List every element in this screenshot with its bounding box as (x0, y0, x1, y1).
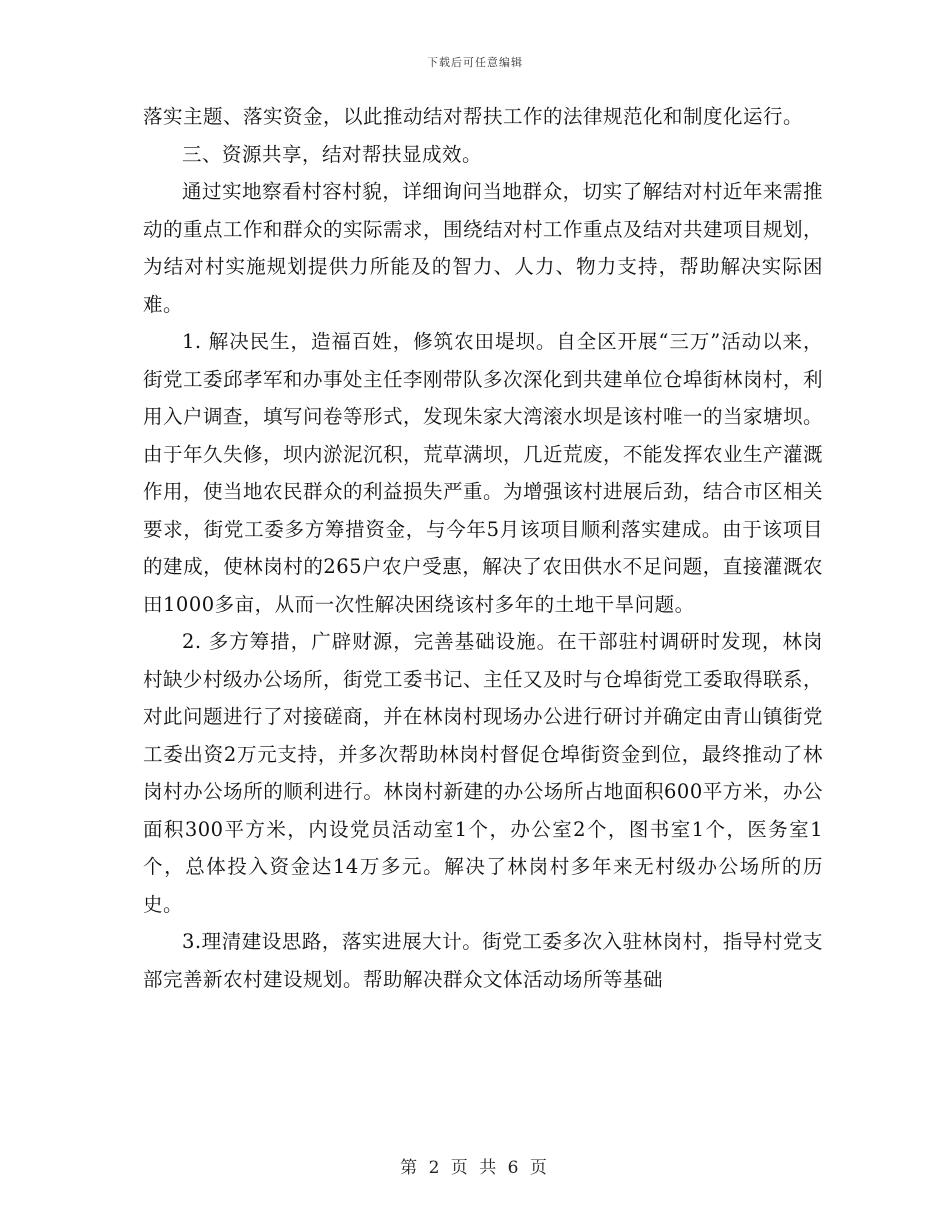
paragraph-intro: 通过实地察看村容村貌，详细询问当地群众，切实了解结对村近年来需推动的重点工作和群众的实际需求，围绕结对村工作重点及结对共建项目规划，为结对村实施规划提供力所能及的智力、人力、物力支持，帮助解决实际困难。 (143, 180, 824, 316)
page-number-footer: 第 2 页 共 6 页 (400, 1158, 550, 1178)
section-heading: 三、资源共享，结对帮扶显成效。 (182, 142, 483, 166)
paragraph-item-1: 1. 解决民生，造福百姓，修筑农田堤坝。自全区开展“三万”活动以来，街党工委邱孝军和办事处主任李刚带队多次深化到共建单位仓埠街林岗村，利用入户调查，填写问卷等形式，发现朱家大湾滚水坝是该村唯一的当家塘坝。由于年久失修，坝内淤泥沉积，荒草满坝，几近荒废，不能发挥农业生产灌溉作用，使当地农民群众的利益损失严重。为增强该村进展后劲，结合市区相关要求，街党工委多方筹措资金，与今年5月该项目顺利落实建成。由于该项目的建成，使林岗村的265户农户受惠，解决了农田供水不足问题，直接灌溉农田1000多亩，从而一次性解决困绕该村多年的土地干旱问题。 (143, 330, 824, 616)
paragraph-item-3: 3.理清建设思路，落实进展大计。街党工委多次入驻林岗村，指导村党支部完善新农村建设规划。帮助解决群众文体活动场所等基础 (143, 930, 823, 991)
paragraph-item-2: 2. 多方筹措，广辟财源，完善基础设施。在干部驻村调研时发现，林岗村缺少村级办公场所，街党工委书记、主任又及时与仓埠街党工委取得联系，对此问题进行了对接磋商，并在林岗村现场办公进行研讨并确定由青山镇街党工委出资2万元支持，并多次帮助林岗村督促仓埠街资金到位，最终推动了林岗村办公场所的顺利进行。林岗村新建的办公场所占地面积600平方米，办公面积300平方米，内设党员活动室1个，办公室2个，图书室1个，医务室1个，总体投入资金达14万多元。解决了林岗村多年来无村级办公场所的历史。 (143, 630, 824, 916)
paragraph-continuation: 落实主题、落实资金，以此推动结对帮扶工作的法律规范化和制度化运行。 (143, 105, 804, 128)
page-header-note: 下载后可任意编辑 (427, 56, 523, 69)
document-body (143, 98, 823, 998)
